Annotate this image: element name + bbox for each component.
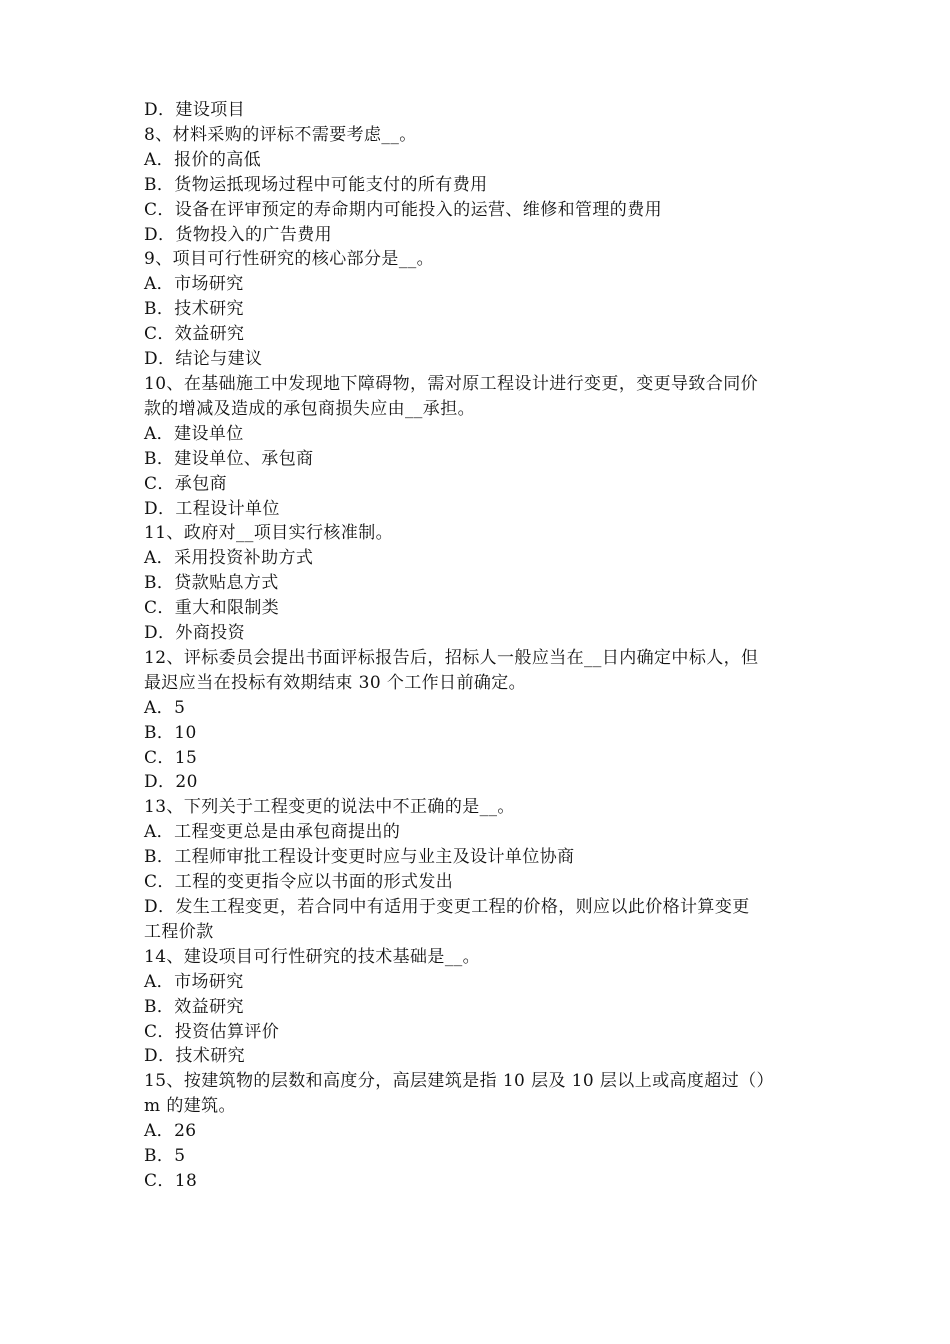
question-13: 13、下列关于工程变更的说法中不正确的是__。 <box>144 797 515 818</box>
option-a-q14: A．市场研究 <box>144 971 244 992</box>
option-c-q15: C．18 <box>144 1170 198 1191</box>
option-d-q10: D．工程设计单位 <box>144 498 280 519</box>
option-c-q9: C．效益研究 <box>144 324 245 345</box>
option-d-q7: D．建设项目 <box>144 100 246 120</box>
option-c-q13: C．工程的变更指令应以书面的形式发出 <box>144 872 454 893</box>
question-11: 11、政府对__项目实行核准制。 <box>144 523 394 544</box>
option-b-q15: B．5 <box>144 1146 186 1167</box>
question-10-line-1: 10、在基础施工中发现地下障碍物，需对原工程设计进行变更，变更导致合同价 <box>144 373 759 394</box>
option-b-q14: B．效益研究 <box>144 996 244 1017</box>
option-d-q14: D．技术研究 <box>144 1046 246 1067</box>
option-b-q12: B．10 <box>144 722 197 743</box>
option-c-q12: C．15 <box>144 747 198 768</box>
question-9: 9、项目可行性研究的核心部分是__。 <box>144 249 435 270</box>
option-c-q14: C．投资估算评价 <box>144 1021 280 1042</box>
option-a-q13: A．工程变更总是由承包商提出的 <box>144 822 401 843</box>
option-a-q10: A．建设单位 <box>144 423 244 444</box>
option-b-q13: B．工程师审批工程设计变更时应与业主及设计单位协商 <box>144 847 575 868</box>
option-a-q11: A．采用投资补助方式 <box>144 548 314 569</box>
option-b-q9: B．技术研究 <box>144 299 244 320</box>
option-d-q9: D．结论与建议 <box>144 349 263 370</box>
option-b-q10: B．建设单位、承包商 <box>144 448 314 469</box>
question-8: 8、材料采购的评标不需要考虑__。 <box>144 124 417 145</box>
option-d-q13-line-2: 工程价款 <box>144 921 214 942</box>
option-b-q8: B．货物运抵现场过程中可能支付的所有费用 <box>144 174 488 195</box>
option-c-q11: C．重大和限制类 <box>144 598 280 619</box>
question-12-line-2: 最迟应当在投标有效期结束 30 个工作日前确定。 <box>144 672 527 693</box>
question-14: 14、建设项目可行性研究的技术基础是__。 <box>144 946 481 967</box>
question-15-line-2: m 的建筑。 <box>144 1096 236 1117</box>
option-a-q9: A．市场研究 <box>144 274 244 295</box>
option-c-q10: C．承包商 <box>144 473 228 494</box>
question-15-line-1: 15、按建筑物的层数和高度分，高层建筑是指 10 层及 10 层以上或高度超过（） <box>144 1071 774 1092</box>
option-d-q12: D．20 <box>144 772 198 793</box>
option-a-q12: A．5 <box>144 697 186 718</box>
option-b-q11: B．贷款贴息方式 <box>144 573 279 594</box>
question-12-line-1: 12、评标委员会提出书面评标报告后，招标人一般应当在__日内确定中标人，但 <box>144 647 759 668</box>
document-page <box>144 98 814 1194</box>
option-d-q8: D．货物投入的广告费用 <box>144 224 333 245</box>
option-a-q15: A．26 <box>144 1121 197 1142</box>
option-d-q11: D．外商投资 <box>144 623 246 644</box>
option-a-q8: A．报价的高低 <box>144 149 262 170</box>
question-10-line-2: 款的增减及造成的承包商损失应由__承担。 <box>144 398 475 419</box>
option-d-q13-line-1: D．发生工程变更，若合同中有适用于变更工程的价格，则应以此价格计算变更 <box>144 897 750 917</box>
option-c-q8: C．设备在评审预定的寿命期内可能投入的运营、维修和管理的费用 <box>144 199 663 220</box>
